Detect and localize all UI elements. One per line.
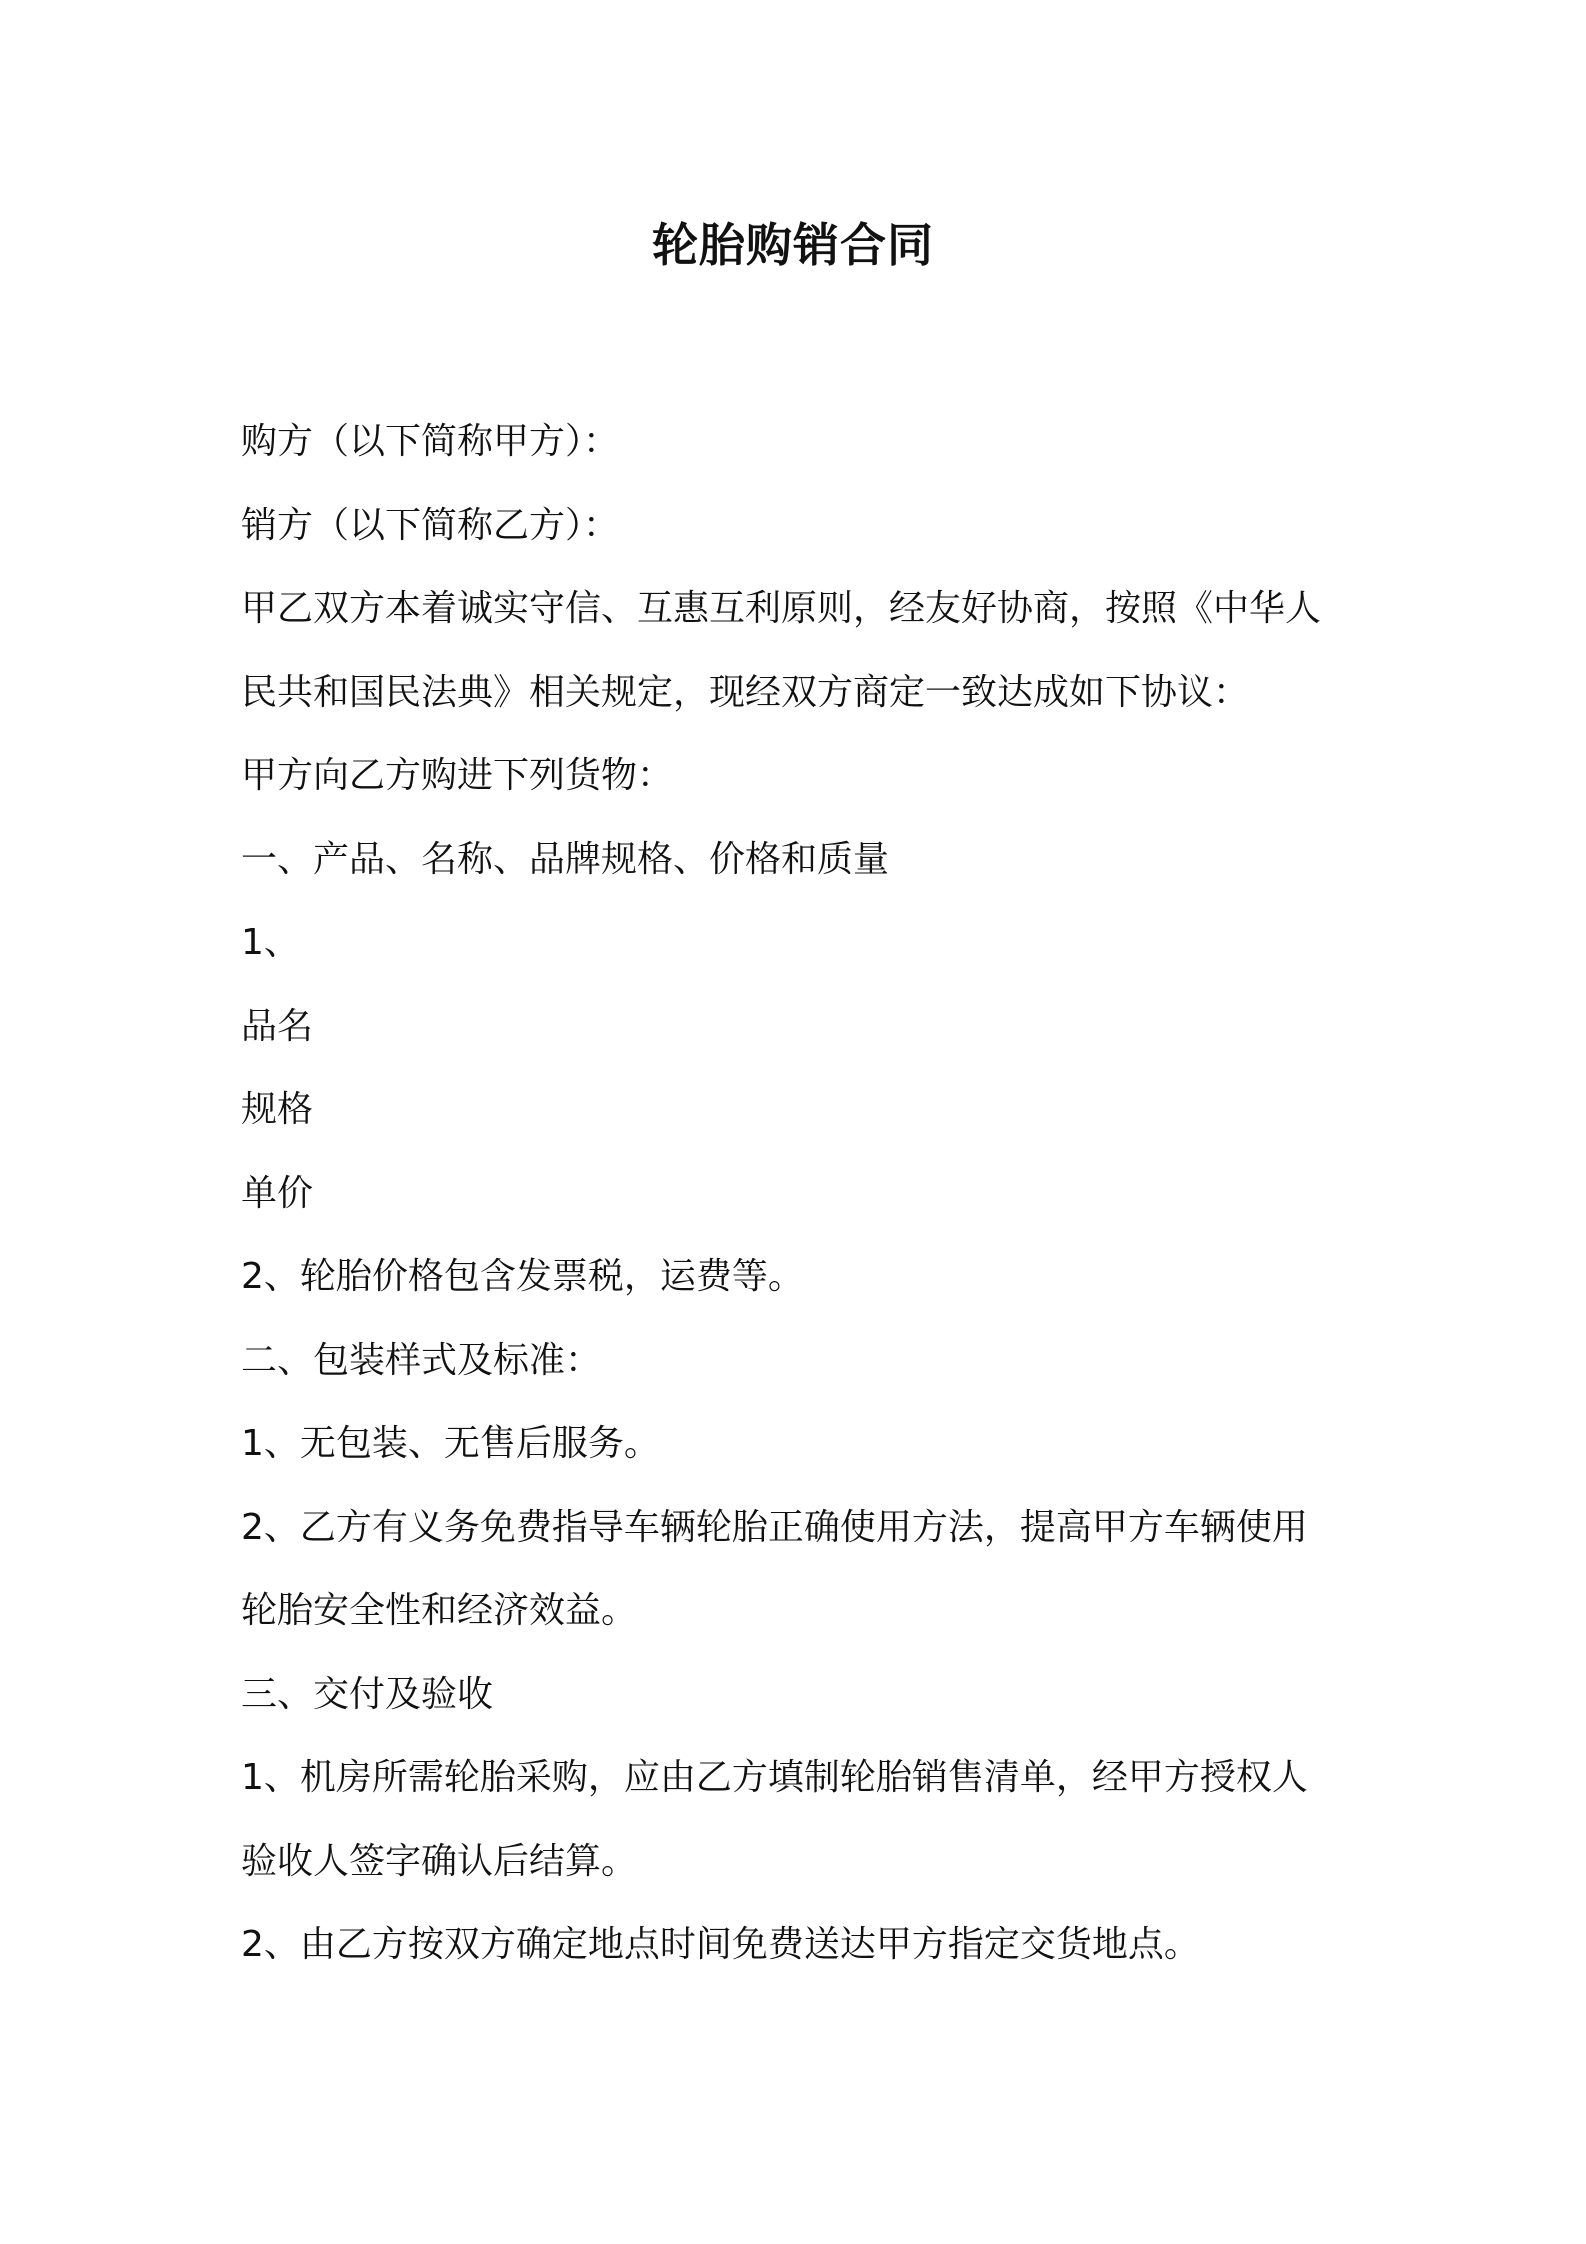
section-2-item-2-line-1: 2、乙方有义务免费指导车辆轮胎正确使用方法，提高甲方车辆使用 <box>241 1506 1308 1548</box>
seller-line: 销方（以下简称乙方）： <box>241 504 620 546</box>
section-2-item-2-line-2: 轮胎安全性和经济效益。 <box>241 1590 638 1631</box>
section-3-item-1-line-2: 验收人签字确认后结算。 <box>241 1840 638 1882</box>
contract-body <box>241 400 1361 1987</box>
section-1-heading: 一、产品、名称、品牌规格、价格和质量 <box>241 838 890 880</box>
section-3-heading: 三、交付及验收 <box>241 1673 494 1715</box>
buyer-line: 购方（以下简称甲方）： <box>241 421 620 462</box>
spec-label: 规格 <box>241 1089 314 1130</box>
section-1-item-2: 2、轮胎价格包含发票税，运费等。 <box>241 1256 804 1297</box>
purchase-intro: 甲方向乙方购进下列货物： <box>241 755 674 796</box>
preamble-line-2: 民共和国民法典》相关规定，现经双方商定一致达成如下协议： <box>241 671 1250 713</box>
section-2-heading: 二、包装样式及标准： <box>241 1339 602 1381</box>
section-2-item-1: 1、无包装、无售后服务。 <box>241 1423 660 1464</box>
section-3-item-1-line-1: 1、机房所需轮胎采购，应由乙方填制轮胎销售清单，经甲方授权人 <box>241 1757 1308 1798</box>
section-1-item-1: 1、 <box>241 922 300 963</box>
product-name-label: 品名 <box>241 1005 314 1047</box>
unit-price-label: 单价 <box>241 1172 314 1214</box>
preamble-line-1: 甲乙双方本着诚实守信、互惠互利原则，经友好协商，按照《中华人 <box>241 588 1322 629</box>
page-title: 轮胎购销合同 <box>652 218 934 272</box>
section-3-item-2: 2、由乙方按双方确定地点时间免费送达甲方指定交货地点。 <box>241 1924 1200 1965</box>
